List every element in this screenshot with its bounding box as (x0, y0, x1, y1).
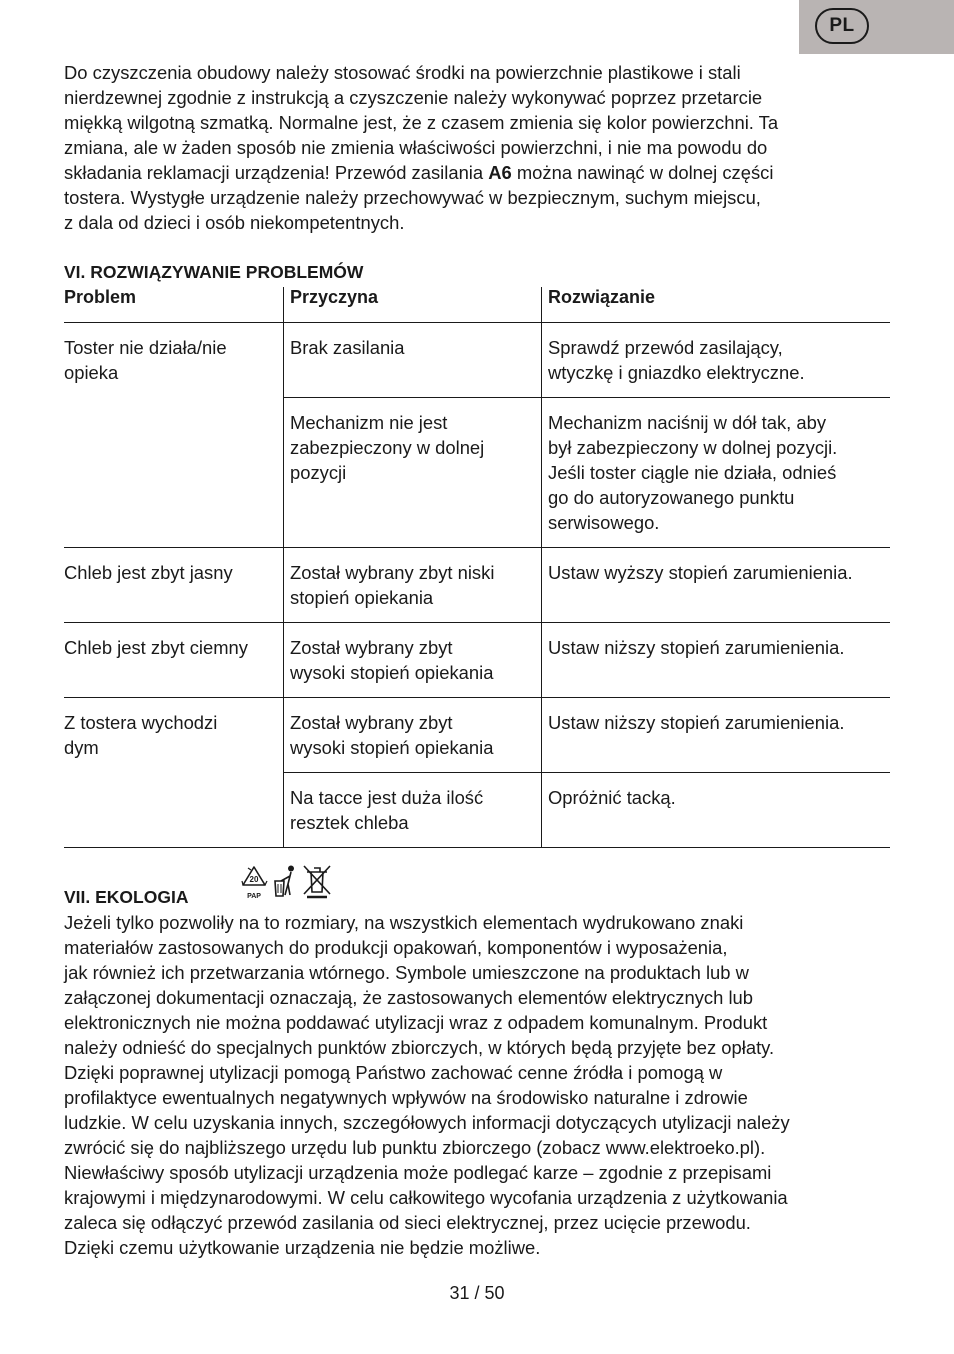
text-line: Dzięki poprawnej utylizacji pomogą Państwo zachować cenne źródła i pomogą w (64, 1062, 723, 1083)
cell-line: stopień opiekania (290, 587, 434, 608)
cell-line: był zabezpieczony w dolnej pozycji. (548, 437, 838, 458)
cell-line: Mechanizm nie jest (290, 412, 448, 433)
header-solution: Rozwiązanie (548, 287, 656, 307)
table-rule (283, 772, 890, 773)
text-line: elektronicznych nie można poddawać utylizacji wraz z odpadem komunalnym. Produkt (64, 1012, 768, 1033)
problem-cell (64, 560, 233, 585)
cell-line: Został wybrany zbyt niski (290, 562, 495, 583)
cell-line: wtyczkę i gniazdko elektryczne. (548, 362, 805, 383)
language-badge: PL (815, 8, 869, 44)
cell-line: dym (64, 737, 99, 758)
text-span: można nawinąć w dolnej części (511, 162, 774, 183)
text-line: ludzkie. W celu uzyskania innych, szczegółowych informacji dotyczących utylizacji należy (64, 1112, 790, 1133)
troubleshooting-title: VI. ROZWIĄZYWANIE PROBLEMÓW (64, 262, 364, 282)
recycle-label: PAP (247, 893, 261, 900)
table-rule (64, 547, 890, 548)
cell-line: Został wybrany zbyt (290, 712, 453, 733)
header-problem: Problem (64, 287, 137, 307)
cell-line: Chleb jest zbyt ciemny (64, 637, 248, 658)
problem-cell (64, 335, 227, 385)
text-line: profilaktyce ewentualnych negatywnych wpływów na środowisko naturalne i zdrowie (64, 1087, 748, 1108)
cause-cell (290, 710, 493, 760)
text-line: z dala od dzieci i osób niekompetentnych. (64, 212, 405, 233)
cell-line: wysoki stopień opiekania (290, 737, 494, 758)
cell-line: pozycji (290, 462, 347, 483)
column-divider (283, 287, 284, 848)
text-line: Jeżeli tylko pozwoliły na to rozmiary, na wszystkich elementach wydrukowano znaki (64, 912, 744, 933)
cell-line: resztek chleba (290, 812, 409, 833)
text-line: krajowymi i międzynarodowymi. W celu całkowitego wycofania urządzenia z użytkowania (64, 1187, 788, 1208)
text-line: Dzięki czemu użytkowanie urządzenia nie będzie możliwe. (64, 1237, 541, 1258)
ecology-paragraph (64, 910, 894, 1260)
page-number: 31 / 50 (449, 1283, 505, 1303)
cause-cell (290, 410, 484, 485)
solution-cell (548, 710, 844, 735)
cause-cell (290, 560, 494, 610)
text-line: zaleca się odłączyć przewód zasilania od sieci elektrycznej, przez ucięcie przewodu. (64, 1212, 751, 1233)
column-divider (541, 287, 542, 848)
text-line: jak również ich przetwarzania wtórnego. Symbole umieszczone na produktach lub w (64, 962, 749, 983)
cause-cell (290, 785, 483, 835)
header-cause: Przyczyna (290, 287, 379, 307)
text-line (64, 160, 894, 185)
solution-cell (548, 335, 805, 385)
table-rule (64, 847, 890, 848)
ecology-icons (241, 864, 333, 907)
cell-line: Ustaw wyższy stopień zarumienienia. (548, 562, 853, 583)
table-rule (64, 322, 890, 323)
cell-line: Toster nie działa/nie (64, 337, 227, 358)
problem-cell (64, 635, 248, 660)
text-line: Niewłaściwy sposób utylizacji urządzenia może podlegać karze – zgodnie z przepisami (64, 1162, 772, 1183)
cell-line: opieka (64, 362, 119, 383)
problem-cell (64, 710, 217, 760)
cell-line: Opróżnić tacką. (548, 787, 676, 808)
text-line: materiałów zastosowanych do produkcji opakowań, komponentów i wyposażenia, (64, 937, 728, 958)
table-rule (283, 397, 890, 398)
text-line: miękką wilgotną szmatką. Normalne jest, że z czasem zmienia się kolor powierzchni. Ta (64, 112, 779, 133)
cell-line: Sprawdź przewód zasilający, (548, 337, 783, 358)
text-line: należy odnieść do specjalnych punktów zbiorczych, w których będą przyjęte bez opłaty. (64, 1037, 775, 1058)
solution-cell (548, 410, 837, 535)
cell-line: Został wybrany zbyt (290, 637, 453, 658)
text-line: zwrócić się do najbliższego urzędu lub punktu zbiorczego (zobacz www.elektroeko.pl). (64, 1137, 766, 1158)
cause-cell (290, 635, 493, 685)
cell-line: Mechanizm naciśnij w dół tak, aby (548, 412, 827, 433)
cell-line: Ustaw niższy stopień zarumienienia. (548, 712, 845, 733)
cell-line: Na tacce jest duża ilość (290, 787, 484, 808)
recycle-code: 20 (249, 875, 259, 884)
cell-line: serwisowego. (548, 512, 660, 533)
cleaning-paragraph (64, 60, 894, 235)
cause-cell (290, 335, 404, 360)
cell-line: Jeśli toster ciągle nie działa, odnieś (548, 462, 837, 483)
solution-cell (548, 635, 844, 660)
text-span: składania reklamacji urządzenia! Przewód zasilania (64, 162, 489, 183)
cell-line: wysoki stopień opiekania (290, 662, 494, 683)
cell-line: Ustaw niższy stopień zarumienienia. (548, 637, 845, 658)
text-line: nierdzewnej zgodnie z instrukcją a czyszczenie należy wykonywać poprzez przetarcie (64, 87, 763, 108)
cell-line: Brak zasilania (290, 337, 405, 358)
cell-line: zabezpieczony w dolnej (290, 437, 485, 458)
table-rule (64, 622, 890, 623)
table-rule (64, 697, 890, 698)
tidyman-icon (275, 866, 294, 897)
cell-line: go do autoryzowanego punktu (548, 487, 795, 508)
text-line: załączonej dokumentacji oznaczają, że zastosowanych elementów elektrycznych lub (64, 987, 753, 1008)
cell-line: Chleb jest zbyt jasny (64, 562, 233, 583)
crossed-bin-icon (304, 866, 330, 897)
solution-cell (548, 560, 853, 585)
text-line: zmiana, ale w żaden sposób nie zmienia właściwości powierzchni, i nie ma powodu do (64, 137, 768, 158)
solution-cell (548, 785, 676, 810)
text-line: tostera. Wystygłe urządzenie należy przechowywać w bezpiecznym, suchym miejscu, (64, 187, 761, 208)
recycle-pap-20-icon (242, 867, 267, 900)
text-line: Do czyszczenia obudowy należy stosować środki na powierzchnie plastikowe i stali (64, 62, 741, 83)
cell-line: Z tostera wychodzi (64, 712, 218, 733)
ecology-title: VII. EKOLOGIA (64, 887, 189, 907)
part-reference: A6 (488, 162, 512, 183)
